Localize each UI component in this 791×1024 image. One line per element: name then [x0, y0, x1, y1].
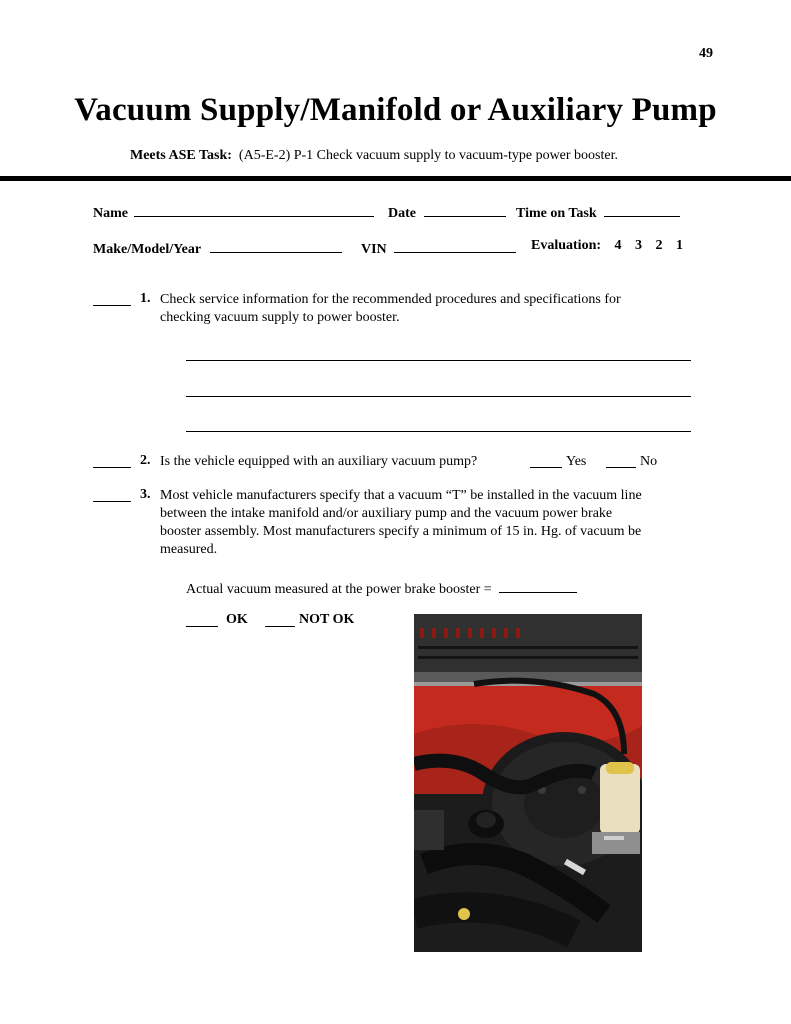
ase-task-label: Meets ASE Task:: [130, 148, 232, 163]
task-1-line: checking vacuum supply to power booster.: [160, 310, 400, 325]
make-model-year-field[interactable]: [210, 238, 342, 253]
time-group: [516, 202, 680, 222]
evaluation-score-2[interactable]: 2: [655, 238, 663, 253]
vacuum-measure-prompt: Actual vacuum measured at the power brake booster =: [186, 582, 492, 597]
task-3-line: booster assembly. Most manufacturers specify a minimum of 15 in. Hg. of vacuum be: [160, 524, 642, 539]
task-2-number: 2.: [140, 453, 151, 468]
evaluation-score-4[interactable]: 4: [614, 238, 622, 253]
header-divider: [0, 176, 791, 181]
page-number: 49: [699, 46, 713, 61]
answer-line[interactable]: [186, 396, 691, 397]
task-3-line: measured.: [160, 542, 218, 557]
evaluation-score-3[interactable]: 3: [635, 238, 643, 253]
vin-field[interactable]: [394, 238, 516, 253]
answer-line[interactable]: [186, 431, 691, 432]
vehicle-info-row: [93, 238, 342, 258]
not-ok-label: NOT OK: [299, 612, 355, 627]
time-on-task-label: Time on Task: [516, 206, 597, 221]
vin-group: [361, 238, 516, 258]
vacuum-measure-field[interactable]: [499, 578, 577, 593]
ase-task-text: (A5-E-2) P-1 Check vacuum supply to vacuum-type power booster.: [238, 148, 619, 163]
ok-label: OK: [226, 612, 248, 627]
evaluation-score-1[interactable]: 1: [676, 238, 684, 253]
answer-line[interactable]: [186, 360, 691, 361]
task-1-line: Check service information for the recommended procedures and specifications for: [160, 292, 621, 307]
evaluation-group: [531, 238, 683, 254]
task-1-text: [160, 291, 720, 327]
task-3-line: Most vehicle manufacturers specify that a vacuum “T” be installed in the vacuum line: [160, 488, 642, 503]
yes-checkbox-line[interactable]: [530, 467, 562, 468]
task-2-question: Is the vehicle equipped with an auxiliary vacuum pump?: [160, 454, 478, 469]
date-label: Date: [388, 206, 416, 221]
task-3-number: 3.: [140, 487, 151, 502]
no-checkbox-line[interactable]: [606, 467, 636, 468]
task-2-checkbox-line[interactable]: [93, 467, 131, 468]
page-title: Vacuum Supply/Manifold or Auxiliary Pump: [74, 92, 717, 128]
brake-booster-photo: [414, 614, 642, 952]
name-label: Name: [93, 206, 128, 221]
task-1-checkbox-line[interactable]: [93, 305, 131, 306]
task-3-text: [160, 487, 720, 559]
make-model-year-label: Make/Model/Year: [93, 242, 201, 257]
not-ok-checkbox-line[interactable]: [265, 626, 295, 627]
vacuum-measure-row: [186, 578, 577, 599]
brake-booster-photo-drawing: [414, 614, 642, 952]
date-field[interactable]: [424, 202, 506, 217]
no-option: No: [640, 454, 658, 469]
yes-option: Yes: [566, 454, 587, 469]
evaluation-label: Evaluation:: [531, 238, 602, 253]
task-3-checkbox-line[interactable]: [93, 501, 131, 502]
task-1-number: 1.: [140, 291, 151, 306]
name-field[interactable]: [134, 202, 374, 217]
ok-checkbox-line[interactable]: [186, 626, 218, 627]
time-on-task-field[interactable]: [604, 202, 680, 217]
date-group: [388, 202, 506, 222]
student-info-row: [93, 202, 374, 222]
vin-label: VIN: [361, 242, 387, 257]
task-3-line: between the intake manifold and/or auxiliary pump and the vacuum power brake: [160, 506, 613, 521]
ase-task-line: [130, 148, 618, 164]
